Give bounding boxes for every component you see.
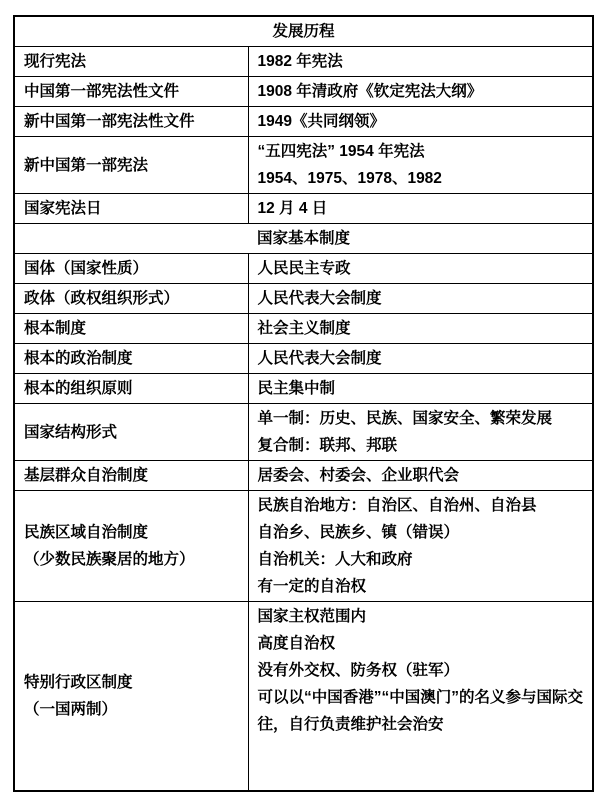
- term-cell: [14, 47, 248, 77]
- text-line: 可以以“中国香港”“中国澳门”的名义参与国际交往，自行负责维护社会治安: [257, 689, 584, 733]
- text-line: 社会主义制度: [257, 320, 351, 337]
- constitution-summary-table: [13, 15, 594, 792]
- description-cell: [248, 254, 593, 284]
- term-cell: [14, 374, 248, 404]
- text-line: 民族自治地方：自治区、自治州、自治县: [257, 497, 537, 514]
- table-body: [14, 16, 593, 791]
- description-cell: [248, 461, 593, 491]
- term-cell: [14, 461, 248, 491]
- text-line: 根本制度: [24, 320, 87, 337]
- table-row: [14, 491, 593, 602]
- description-cell: [248, 137, 593, 194]
- term-cell: [14, 404, 248, 461]
- table-row: [14, 47, 593, 77]
- term-cell: [14, 602, 248, 792]
- text-line: 复合制：联邦、邦联: [257, 437, 398, 454]
- text-line: 新中国第一部宪法性文件: [24, 113, 195, 130]
- text-line: 民主集中制: [257, 380, 336, 397]
- text-line: 自治机关：人大和政府: [257, 551, 413, 568]
- text-line: 根本的组织原则: [24, 380, 133, 397]
- section-title: 发展历程: [14, 16, 593, 47]
- table-row: [14, 284, 593, 314]
- term-cell: [14, 344, 248, 374]
- text-line: 1908 年清政府《钦定宪法大纲》: [257, 83, 483, 100]
- text-line: “五四宪法” 1954 年宪法: [257, 143, 425, 160]
- term-cell: [14, 137, 248, 194]
- text-line: 有一定的自治权: [257, 578, 367, 595]
- text-line: （少数民族聚居的地方）: [24, 551, 195, 568]
- text-line: 人民代表大会制度: [257, 350, 382, 367]
- table-row: [14, 77, 593, 107]
- description-cell: [248, 107, 593, 137]
- description-cell: [248, 344, 593, 374]
- table-row: [14, 107, 593, 137]
- description-cell: [248, 491, 593, 602]
- table-row: [14, 602, 593, 792]
- text-line: 国体（国家性质）: [24, 260, 149, 277]
- term-cell: [14, 107, 248, 137]
- text-line: 特别行政区制度: [24, 674, 133, 691]
- text-line: 新中国第一部宪法: [24, 156, 149, 174]
- description-cell: [248, 374, 593, 404]
- text-line: 12 月 4 日: [257, 200, 328, 217]
- text-line: 政体（政权组织形式）: [24, 290, 180, 307]
- text-line: 根本的政治制度: [24, 350, 133, 367]
- section-row: [14, 16, 593, 47]
- description-cell: [248, 47, 593, 77]
- table-row: [14, 137, 593, 194]
- description-cell: [248, 194, 593, 224]
- text-line: 1949《共同纲领》: [257, 113, 385, 130]
- text-line: 中国第一部宪法性文件: [24, 83, 180, 100]
- text-line: 人民代表大会制度: [257, 290, 382, 307]
- table-row: [14, 314, 593, 344]
- term-cell: [14, 77, 248, 107]
- text-line: 民族区域自治制度: [24, 524, 149, 541]
- table-row: [14, 194, 593, 224]
- text-line: 高度自治权: [257, 635, 336, 652]
- description-cell: [248, 314, 593, 344]
- text-line: 人民民主专政: [257, 260, 351, 277]
- table-row: [14, 254, 593, 284]
- text-line: 国家结构形式: [24, 423, 118, 441]
- text-line: 自治乡、民族乡、镇（错误）: [257, 524, 460, 541]
- table-row: [14, 374, 593, 404]
- text-line: 基层群众自治制度: [24, 467, 149, 484]
- term-cell: [14, 194, 248, 224]
- table-row: [14, 461, 593, 491]
- text-line: 没有外交权、防务权（驻军）: [257, 662, 460, 679]
- section-title: 国家基本制度: [14, 224, 593, 254]
- description-cell: [248, 284, 593, 314]
- description-cell: [248, 602, 593, 792]
- text-line: （一国两制）: [24, 701, 118, 718]
- term-cell: [14, 491, 248, 602]
- text-line: 国家宪法日: [24, 200, 102, 217]
- description-cell: [248, 77, 593, 107]
- text-line: 居委会、村委会、企业职代会: [257, 467, 460, 484]
- text-line: 1954、1975、1978、1982: [257, 170, 442, 187]
- description-cell: [248, 404, 593, 461]
- text-line: 国家主权范围内: [257, 608, 367, 625]
- term-cell: [14, 284, 248, 314]
- table-row: [14, 404, 593, 461]
- term-cell: [14, 314, 248, 344]
- table-row: [14, 344, 593, 374]
- text-line: 现行宪法: [24, 53, 87, 70]
- section-row: [14, 224, 593, 254]
- term-cell: [14, 254, 248, 284]
- text-line: 1982 年宪法: [257, 53, 343, 70]
- text-line: 单一制：历史、民族、国家安全、繁荣发展: [257, 410, 553, 427]
